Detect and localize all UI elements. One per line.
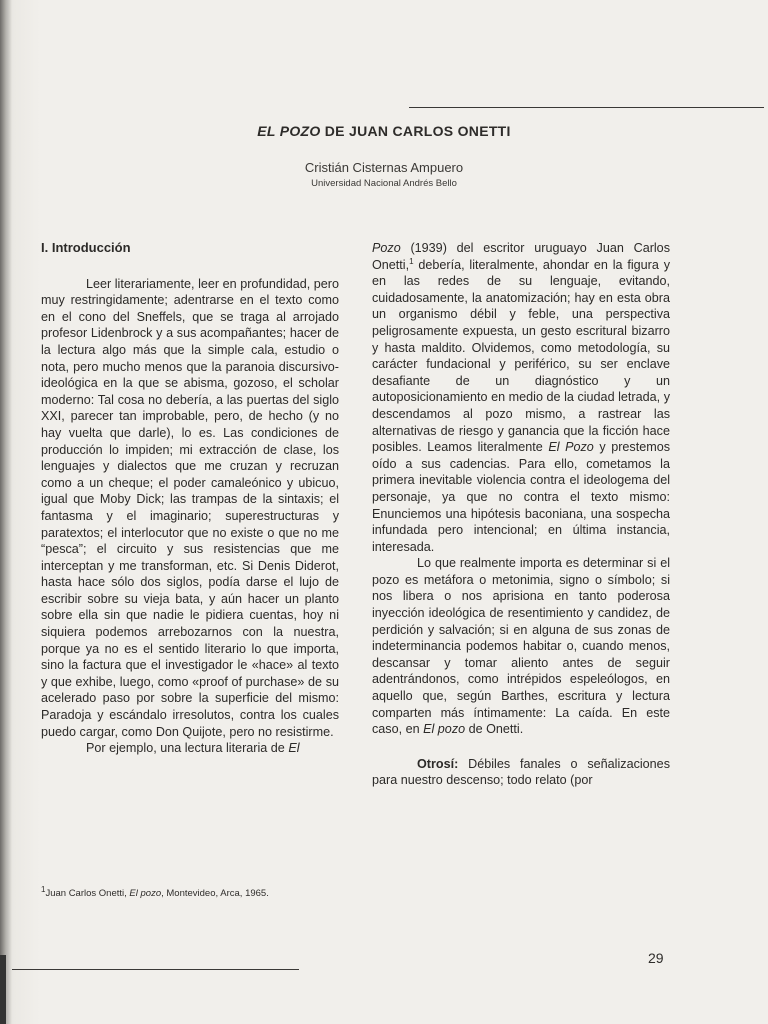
right-p1-c: y prestemos oído a sus cadencias. Para ello, cometamos la primera inevitable violencia contra el ideologema del personaje, ya que no contra el texto mismo: Enunciemos una hipótesis baconiana, una sospecha infundada pero intencional; en última instancia, interesada. (372, 440, 670, 554)
left-paragraph-2-text: Por ejemplo, una lectura literaria de (86, 741, 289, 756)
right-p3-bold: Otrosí: (417, 756, 459, 771)
right-p1-a: (1939) del escritor uruguayo Juan Carlos Onetti, (372, 241, 670, 272)
right-paragraph-2 (372, 555, 670, 738)
left-paragraph-1: Leer literariamente, leer en profundidad, pero muy restringidamente; adentrarse en el texto como en el cono del Sneffels, que se traga al arrojado profesor Lidenbrock y a sus acompañantes; hacer de la lectura algo más que la simple cala, estudio o nota, pero mucho menos que la paranoia discursivo-ideológica en la que se abisma, gozoso, el scholar moderno: Tal cosa no debería, a las puertas del siglo XXI, parecer tan improbable, pero, de hecho (y no hay vuelta que darle), lo es. Las condiciones de producción lo impiden; mi extracción de clase, los lenguajes y dialectos que me cruzan y recruzan como a un cheque; el poder camaleónico y ubicuo, igual que Moby Dick; las trampas de la sintaxis; el fantasma y el imaginario; superestructuras y paratextos; el interlocutor que no existe o que no me “pesca”; el circuito y sus resistencias que me interceptan y me transforman, etc. Si Denis Diderot, hasta hace sólo dos siglos, podía darse el lujo de escribir sobre su vieja bata, y aún hacer un planto sobre ella sin que nadie le pidiera cuentas, hoy ni siquiera podemos arrebozarnos con la nuestra, porque ya no es el sentido literario lo que importa, sino la factura que el investigador le «hace» al texto y que exhibe, luego, como «proof of purchase» de su acelerado paso por sobre la superficie del mismo: Paradoja y escándalo irresolutos, contra los cuales puedo cargar, como Don Quijote, pero no resistirme. (41, 276, 339, 739)
right-p1-italic: Pozo (372, 241, 401, 255)
footnote (41, 884, 269, 899)
right-paragraph-3 (372, 756, 670, 789)
right-p3-text: Débiles fanales o señalizaciones para nuestro descenso; todo relato (por (372, 756, 670, 788)
article-title (0, 123, 768, 139)
header-rule (409, 107, 764, 108)
right-column (372, 240, 670, 789)
book-spine-edge (0, 955, 6, 1024)
book-spine-shadow (0, 0, 12, 1024)
footnote-details: , Montevideo, Arca, 1965. (161, 888, 269, 899)
right-p1-b: debería, literalmente, ahondar en la figura y en las redes de su lenguaje, evitando, cuidadosamente, la anatomización; hay en esta obra un organismo débil y feble, una perspectiva peligrosamente expuesta, un gesto escritural bizarro y hasta maldito. Olvidemos, como metodología, su carácter fundacional y periférico, su ser enclave desafiante de un diagnóstico y un autoposicionamiento en medio de la ciudad letrada, y descendamos al pozo mismo, a rastrear las alternativas de riesgo y ganancia que la ficción hace posibles. Leamos literalmente (372, 257, 670, 455)
right-p2-a: Lo que realmente importa es determinar si el pozo es metáfora o metonimia, signo o símbolo; si nos libera o nos aprisiona en tanto poderosa inyección ideológica de resentimiento y candidez, de perdición y salvación; si en alguna de sus zonas de indeterminancia podemos habitar o, cuando menos, descansar y tomar aliento antes de seguir adentrándonos, como intrépidos espeleólogos, en aquello que, según Barthes, escritura y lectura comparten más íntimamente: La caída. En este caso, en (372, 556, 670, 737)
left-column (41, 240, 339, 757)
footnote-author: Juan Carlos Onetti, (45, 888, 130, 899)
title-italic: EL POZO (257, 123, 321, 139)
footnote-marker: 1 (41, 884, 46, 894)
right-p1-italic-2: El Pozo (548, 440, 594, 455)
author-affiliation: Universidad Nacional Andrés Bello (311, 178, 457, 189)
footnote-work: El pozo (129, 888, 162, 899)
right-p2-b: de Onetti. (465, 722, 524, 737)
left-paragraph-2-italic: El (288, 741, 300, 756)
paragraph-gap (372, 738, 670, 756)
footnote-ref[interactable]: 1 (409, 256, 414, 266)
footer-rule (12, 969, 299, 970)
author-name: Cristián Cisternas Ampuero (304, 160, 464, 175)
right-p2-italic: El pozo (423, 722, 466, 737)
title-rest: DE JUAN CARLOS ONETTI (320, 123, 511, 139)
right-paragraph-1 (372, 240, 670, 555)
page-number: 29 (648, 950, 664, 966)
left-paragraph-2 (41, 740, 339, 757)
section-heading: I. Introducción (41, 240, 131, 255)
